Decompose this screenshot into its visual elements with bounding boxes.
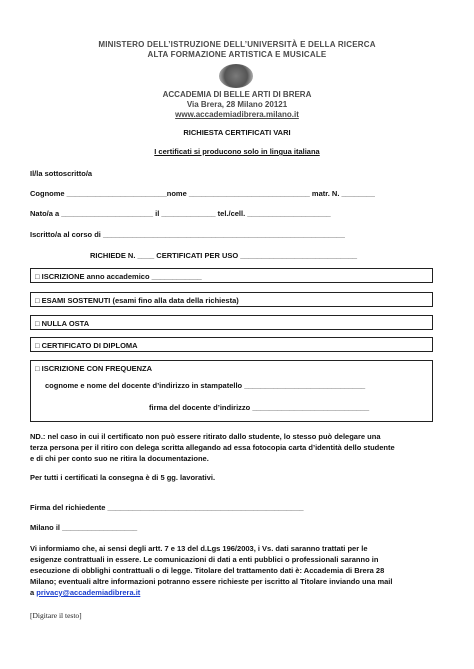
ministry-heading: MINISTERO DELL’ISTRUZIONE DELL’UNIVERSITÀ E DELLA RICERCA: [98, 40, 376, 49]
request-line: RICHIEDE N. ____ CERTIFICATI PER USO ____________________________: [90, 251, 358, 260]
delivery-note: Per tutti i certificati la consegna è di 5 gg. lavorativi.: [30, 473, 216, 482]
option-diploma-box[interactable]: [30, 337, 433, 352]
privacy-line-2: esigenze contrattuali in essere. Le comunicazioni di dati a enti pubblici o professionali saranno in: [30, 555, 379, 564]
delegation-note-line-2: terza persona per il ritiro con delega scritta allegando ad essa fotocopia carta d’identità dello studente: [30, 443, 395, 452]
form-title: RICHIESTA CERTIFICATI VARI: [183, 128, 291, 137]
academy-seal-logo: [219, 64, 253, 88]
privacy-line-1: Vi informiamo che, ai sensi degli artt. 7 e 13 del d.Lgs 196/2003, i Vs. dati saranno trattati per le: [30, 544, 368, 553]
option-nulla-osta-label: □ NULLA OSTA: [35, 319, 90, 328]
course-field-row: Iscritto/a al corso di __________________________________________________________: [30, 230, 345, 239]
privacy-line-3: esecuzione di obblighi contrattuali o di legge. Titolare del trattamento dati è: Accademia di Brera 28: [30, 566, 385, 575]
option-esami-label: □ ESAMI SOSTENUTI (esami fino alla data della richiesta): [35, 296, 239, 305]
academy-address: Via Brera, 28 Milano 20121: [186, 100, 288, 109]
delegation-note-line-1: ND.: nel caso in cui il certificato non può essere ritirato dallo studente, lo stesso può delegare una: [30, 432, 381, 441]
afam-heading: ALTA FORMAZIONE ARTISTICA E MUSICALE: [147, 50, 327, 59]
option-nulla-osta-box[interactable]: [30, 315, 433, 330]
delegation-note-line-3: e di chi per conto suo ne ritira la documentazione.: [30, 454, 209, 463]
privacy-email-link[interactable]: privacy@accademiadibrera.it: [36, 588, 141, 597]
option-frequenza-box[interactable]: [30, 360, 433, 422]
teacher-signature-field: firma del docente d’indirizzo ____________________________: [149, 403, 370, 412]
option-iscrizione-box[interactable]: [30, 268, 433, 283]
privacy-line-4: Milano; eventuali altre informazioni potranno essere richieste per iscritto al Titolare inviando una mail: [30, 577, 393, 586]
birth-phone-fields-row: Nato/a a ______________________ il _____________ tel./cell. ____________________: [30, 209, 331, 218]
academy-website-link[interactable]: www.accademiadibrera.milano.it: [175, 110, 299, 119]
teacher-name-field: cognome e nome del docente d’indirizzo in stampatello _____________________________: [45, 381, 366, 390]
date-field: Milano il __________________: [30, 523, 138, 532]
form-subtitle: I certificati si producono solo in lingua italiana: [154, 147, 320, 156]
footer-placeholder: [Digitare il testo]: [30, 611, 82, 620]
option-diploma-label: □ CERTIFICATO DI DIPLOMA: [35, 341, 138, 350]
privacy-line-5: [30, 588, 140, 597]
name-fields-row: Cognome ________________________nome _____________________________ matr. N. ________: [30, 189, 375, 198]
option-frequenza-label: □ ISCRIZIONE CON FREQUENZA: [35, 364, 153, 373]
academy-name: ACCADEMIA DI BELLE ARTI DI BRERA: [162, 90, 312, 99]
undersigned-label: Il/la sottoscritto/a: [30, 169, 93, 178]
privacy-prefix: a: [30, 588, 37, 597]
option-esami-box[interactable]: [30, 292, 433, 307]
signature-field: Firma del richiedente _______________________________________________: [30, 503, 304, 512]
option-iscrizione-label: □ ISCRIZIONE anno accademico ____________: [35, 272, 202, 281]
